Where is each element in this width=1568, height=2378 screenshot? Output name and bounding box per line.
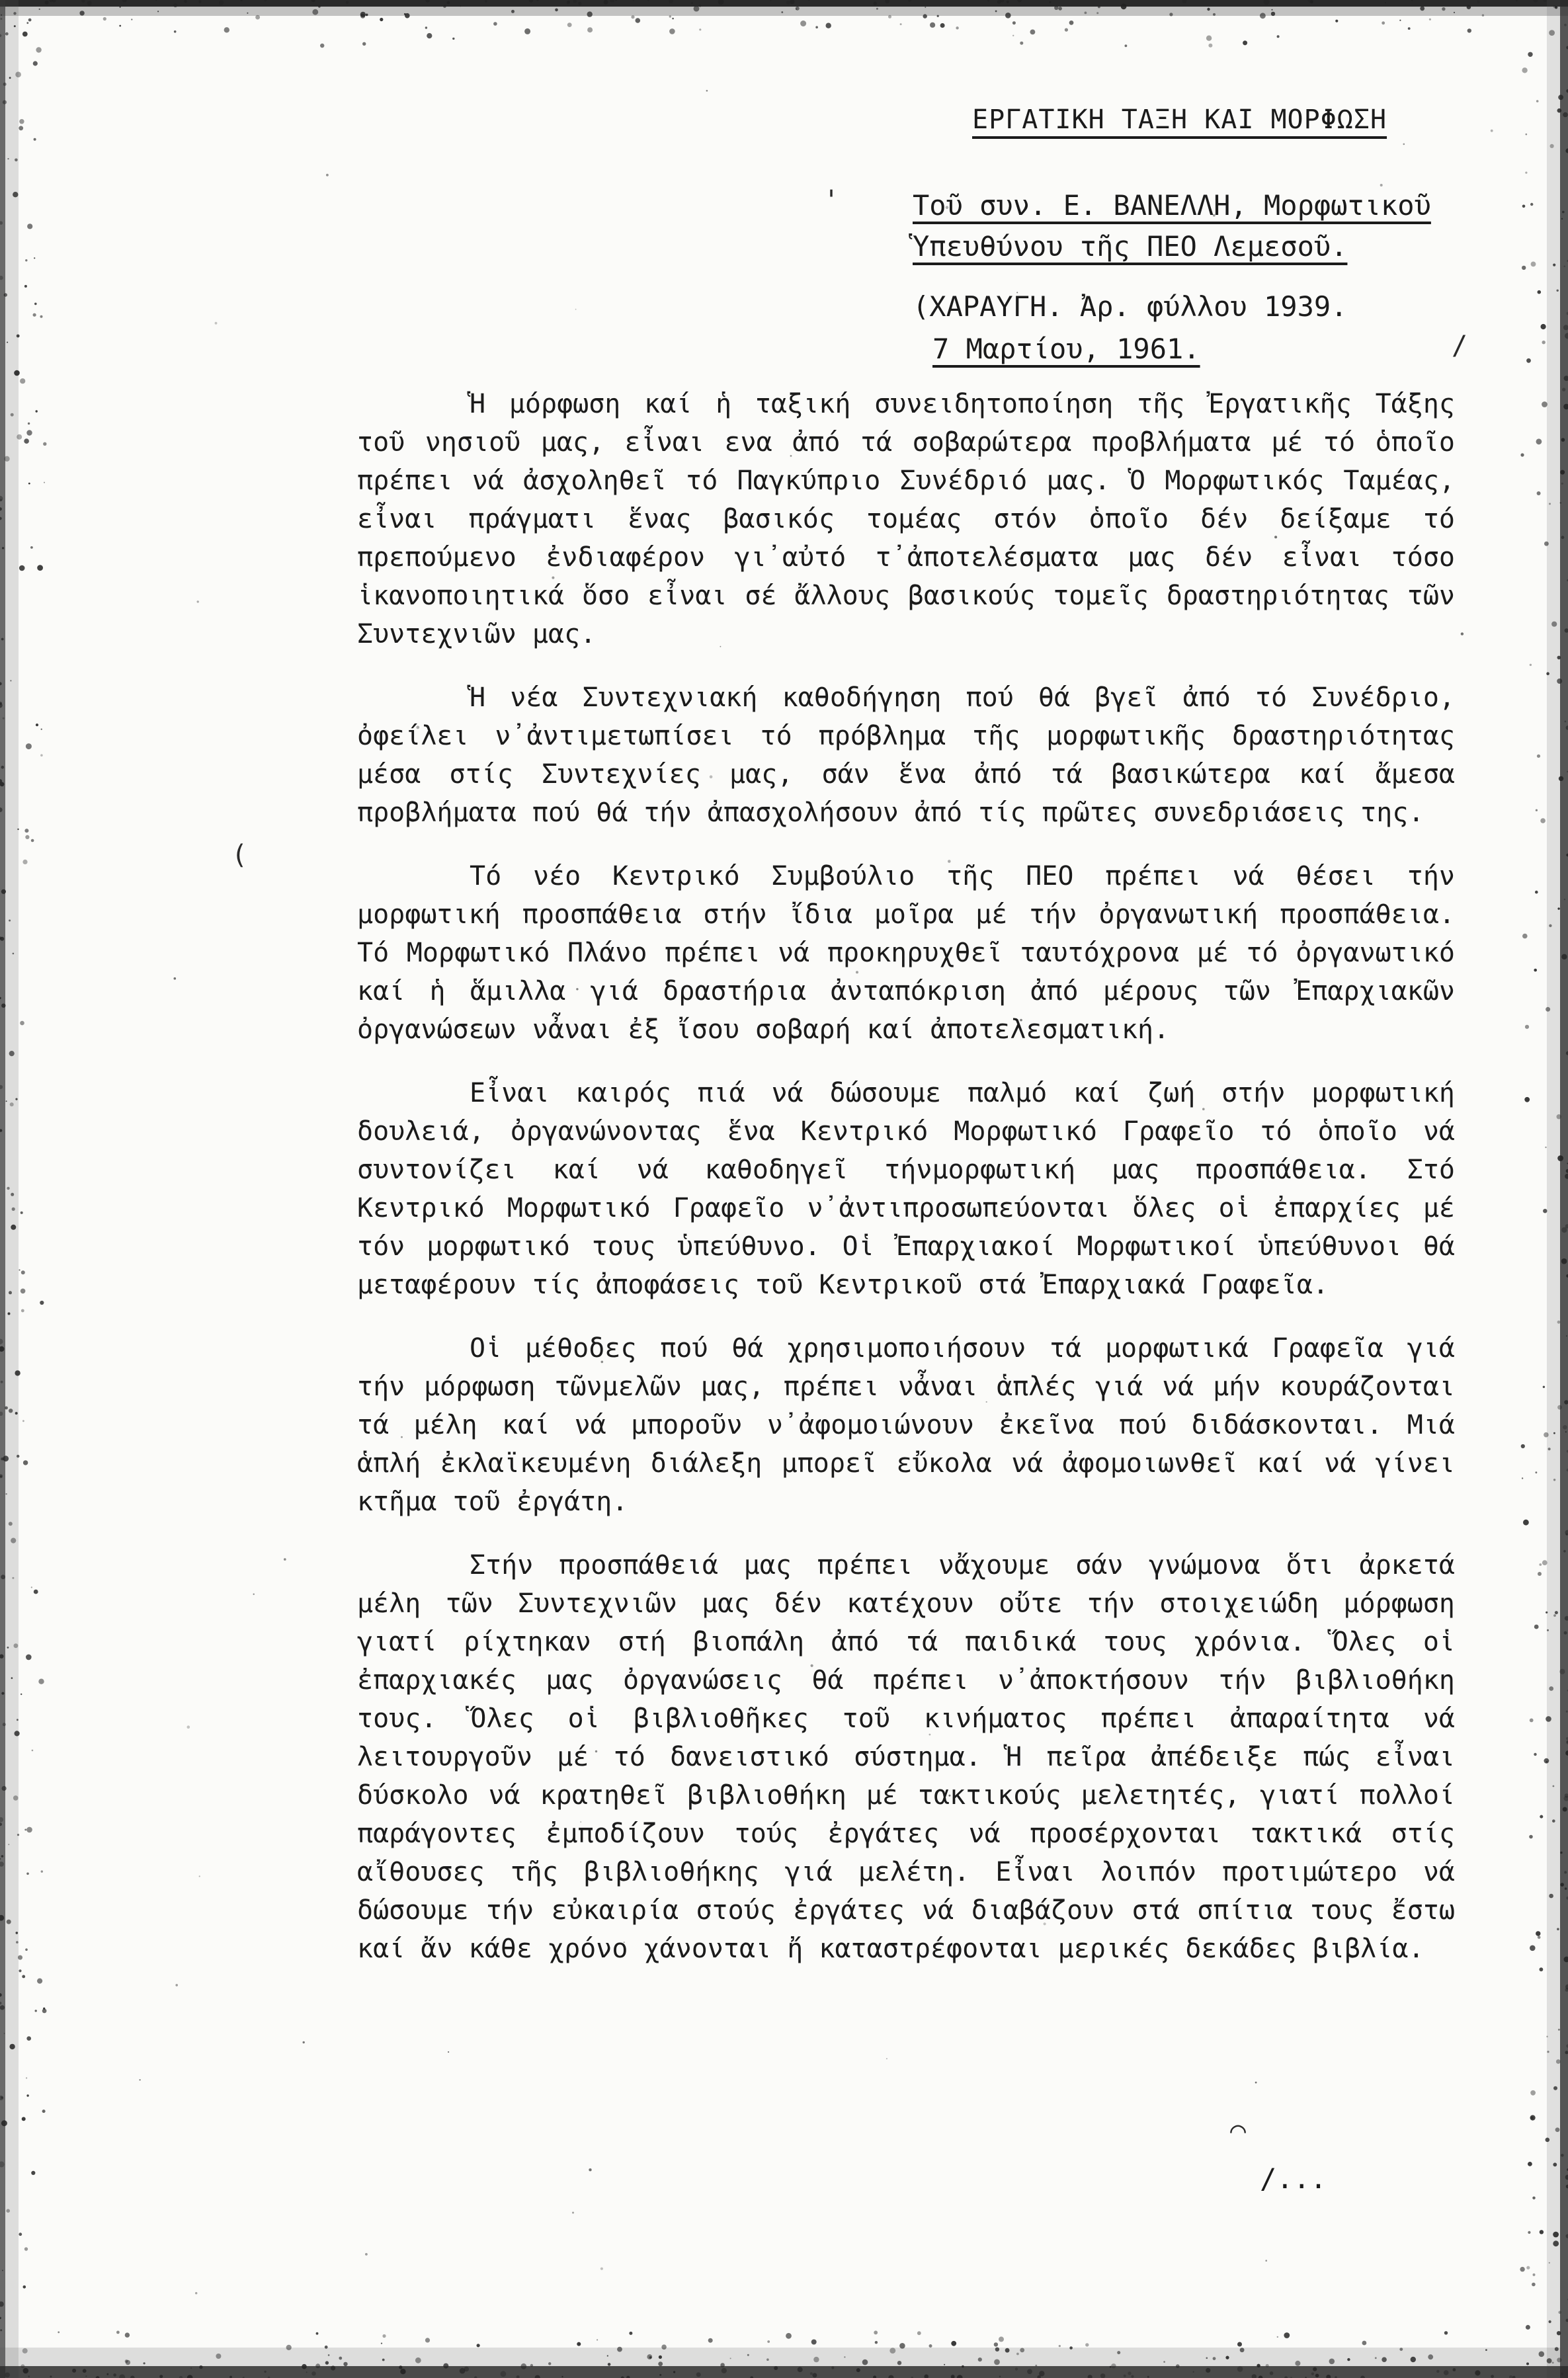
author-byline <box>913 185 1431 267</box>
source-date: 7 Μαρτίου, 1961. <box>932 333 1200 365</box>
paragraph: Ἡ μόρφωση καί ἡ ταξική συνειδητοποίηση τῆς Ἐργατικῆς Τάξης τοῦ νησιοῦ μας, εἶναι ενα ἀπό τά σοβαρώτερα προβλήματα μέ τό ὁποῖο πρέπει νά ἀσχοληθεῖ τό Παγκύπριο Συνέδριό μας. Ὁ Μορφωτικός Ταμέας, εἶναι πράγματι ἕνας βασικός τομέας στόν ὁποῖο δέν δείξαμε τό πρεπούμενο ἐνδιαφέρον γι᾽αὐτό τ᾽ἀποτελέσματα μας δέν εἶναι τόσο ἱκανοποιητικά ὅσο εἶναι σέ ἄλλους βασικούς τομεῖς δραστηριότητας τῶν Συντεχνιῶν μας. <box>357 389 1455 649</box>
stray-mark: ( <box>231 840 248 870</box>
byline-line-1: Τοῦ συν. Ε. ΒΑΝΕΛΛΗ, Μορφωτικοῦ <box>913 189 1431 222</box>
document-title: ΕΡΓΑΤΙΚΗ ΤΑΞΗ ΚΑΙ ΜΟΡΦΩΣΗ <box>972 104 1387 135</box>
document-body <box>357 385 1455 1993</box>
stray-mark: ' <box>823 185 840 216</box>
byline-line-2: Ὑπευθύνου τῆς ΠΕΟ Λεμεσοῦ. <box>913 230 1348 263</box>
paragraph: Οἱ μέθοδες πού θά χρησιμοποιήσουν τά μορφωτικά Γραφεῖα γιά τήν μόρφωση τῶνμελῶν μας, πρέπει νἆναι ἁπλές γιά νά μήν κουράζονται τά μέλη καί νά μποροῦν ν᾽ἀφομοιώνουν ἐκεῖνα πού διδάσκονται. Μιά ἁπλή ἐκλαϊκευμένη διάλεξη μπορεῖ εὔκολα νά ἀφομοιωνθεῖ καί νά γίνει κτῆμα τοῦ ἐργάτη. <box>357 1333 1455 1517</box>
source-line: (ΧΑΡΑΥΓΗ. Ἀρ. φύλλου 1939. <box>913 290 1348 323</box>
source-reference <box>913 286 1347 370</box>
paragraph: Εἶναι καιρός πιά νά δώσουμε παλμό καί ζωή στήν μορφωτική δουλειά, ὀργανώνοντας ἕνα Κεντρικό Μορφωτικό Γραφεῖο τό ὁποῖο νά συντονίζει καί νά καθοδηγεῖ τήνμορφωτική μας προσπάθεια. Στό Κεντρικό Μορφωτικό Γραφεῖο ν᾽ἀντιπροσωπεύονται ὅλες οἱ ἐπαρχίες μέ τόν μορφωτικό τους ὑπεύθυνο. Οἱ Ἐπαρχιακοί Μορφωτικοί ὑπεύθυνοι θά μεταφέρουν τίς ἀποφάσεις τοῦ Κεντρικοῦ στά Ἐπαρχιακά Γραφεῖα. <box>357 1078 1455 1300</box>
paragraph: Τό νέο Κεντρικό Συμβούλιο τῆς ΠΕΟ πρέπει νά θέσει τήν μορφωτική προσπάθεια στήν ἴδια μοῖρα μέ τήν ὀργανωτική προσπάθεια. Τό Μορφωτικό Πλάνο πρέπει νά προκηρυχθεῖ ταυτόχρονα μέ τό ὀργανωτικό καί ἡ ἅμιλλα γιά δραστήρια ἀνταπόκριση ἀπό μέρους τῶν Ἐπαρχιακῶν ὀργανώσεων νἆναι ἐξ ἴσου σοβαρή καί ἀποτελεσματική. <box>357 861 1455 1045</box>
stray-mark: / <box>1452 331 1468 361</box>
paragraph: Στήν προσπάθειά μας πρέπει νἄχουμε σάν γνώμονα ὅτι ἀρκετά μέλη τῶν Συντεχνιῶν μας δέν κατέχουν οὔτε τήν στοιχειώδη μόρφωση γιατί ρίχτηκαν στή βιοπάλη ἀπό τά παιδικά τους χρόνια. Ὅλες οἱ ἐπαρχιακές μας ὀργανώσεις θά πρέπει ν᾽ἀποκτήσουν τήν βιβλιοθήκη τους. Ὅλες οἱ βιβλιοθῆκες τοῦ κινήματος πρέπει ἀπαραίτητα νά λειτουργοῦν μέ τό δανειστικό σύστημα. Ἡ πεῖρα ἀπέδειξε πώς εἶναι δύσκολο νά κρατηθεῖ βιβλιοθήκη μέ τακτικούς μελετητές, γιατί πολλοί παράγοντες ἐμποδίζουν τούς ἐργάτες νά προσέρχονται τακτικά στίς αἴθουσες τῆς βιβλιοθήκης γιά μελέτη. Εἶναι λοιπόν προτιμώτερο νά δώσουμε τήν εὐκαιρία στούς ἐργάτες νά διαβάζουν στά σπίτια τους ἔστω καί ἄν κάθε χρόνο χάνονται ἤ καταστρέφονται μερικές δεκάδες βιβλία. <box>357 1550 1455 1964</box>
stray-mark: ⌒ <box>1230 2115 1247 2145</box>
continuation-mark: /... <box>1260 2162 1327 2195</box>
paragraph: Ἡ νέα Συντεχνιακή καθοδήγηση πού θά βγεῖ ἀπό τό Συνέδριο, ὀφείλει ν᾽ἀντιμετωπίσει τό πρόβλημα τῆς μορφωτικῆς δραστηριότητας μέσα στίς Συντεχνίες μας, σάν ἕνα ἀπό τά βασικώτερα καί ἄμεσα προβλήματα πού θά τήν ἀπασχολήσουν ἀπό τίς πρῶτες συνεδριάσεις της. <box>357 682 1455 828</box>
